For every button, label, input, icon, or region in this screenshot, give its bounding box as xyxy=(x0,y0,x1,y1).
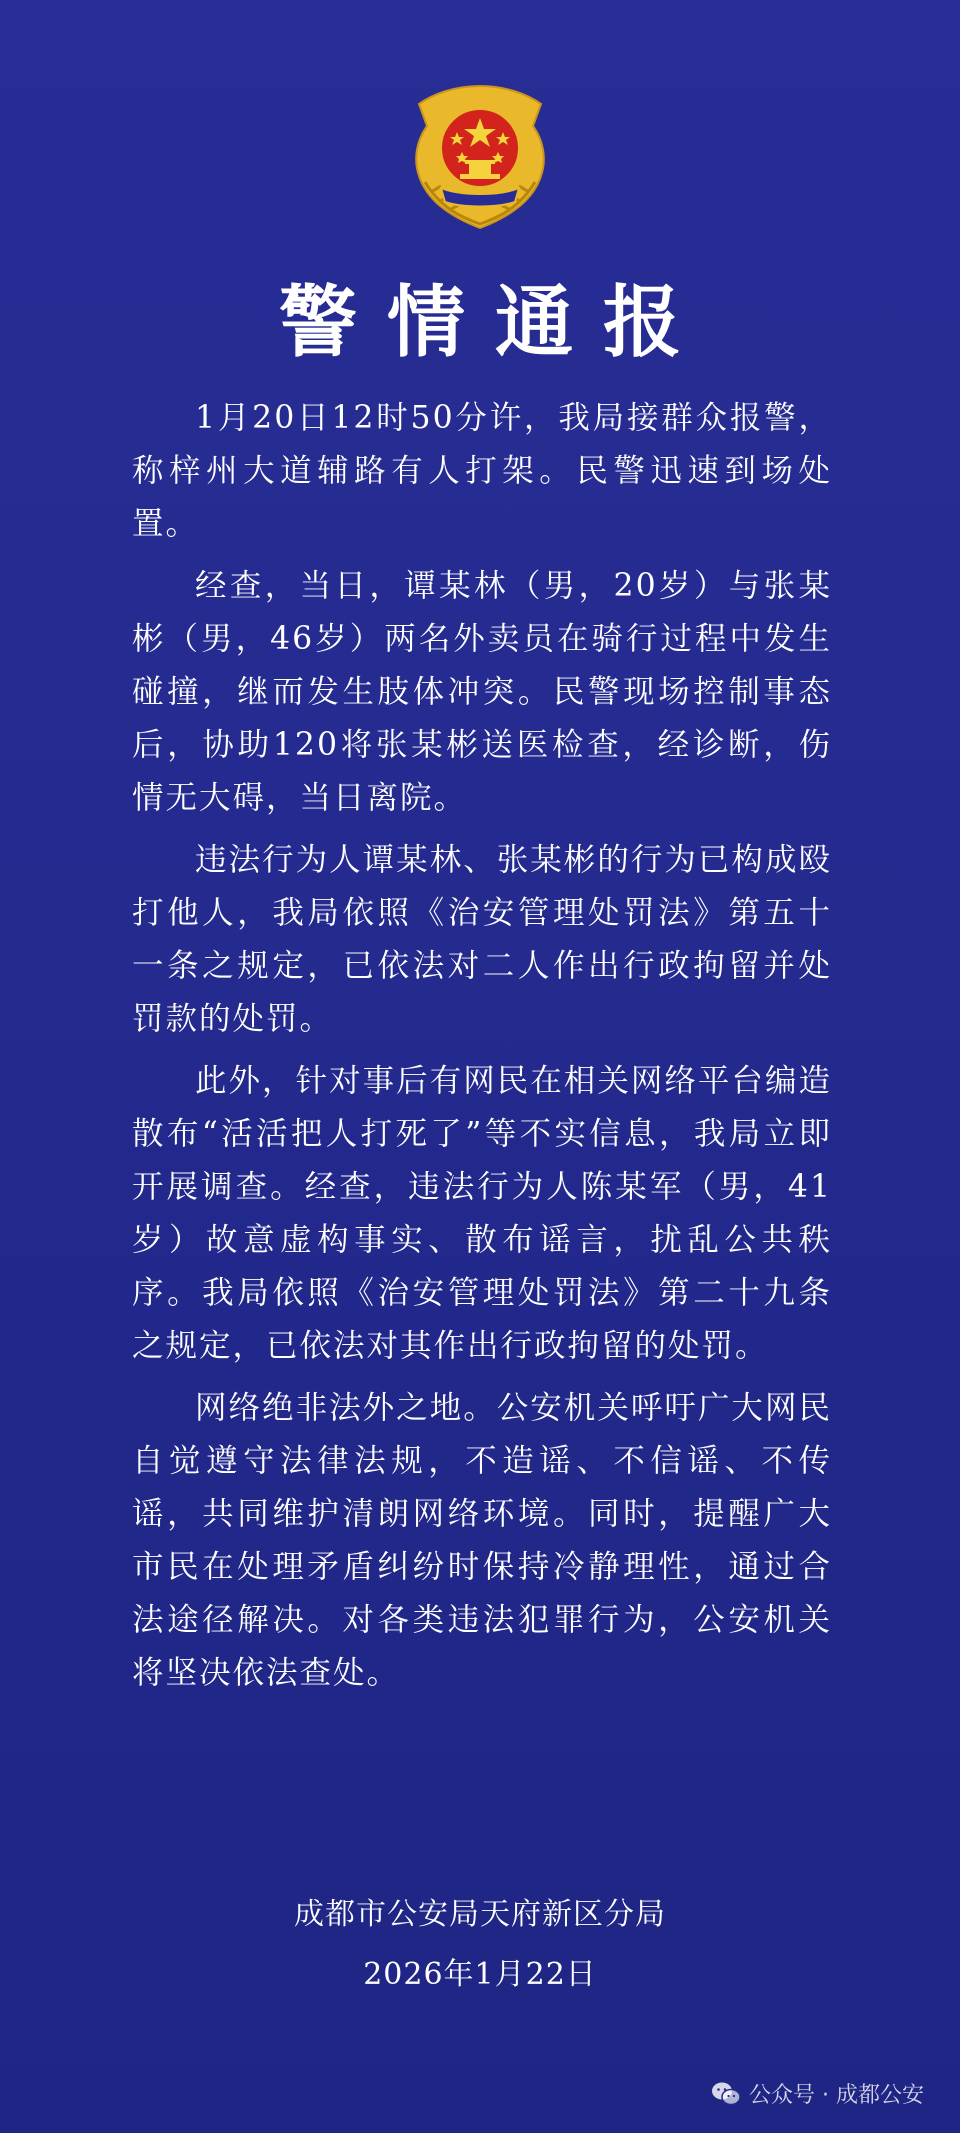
signature-date: 2026年1月22日 xyxy=(363,1957,597,1992)
paragraph: 1月20日12时50分许，我局接群众报警，称梓州大道辅路有人打架。民警迅速到场处置。 xyxy=(132,400,832,542)
paragraph: 违法行为人谭某林、张某彬的行为已构成殴打他人，我局依照《治安管理处罚法》第五十一条之规定，已依法对二人作出行政拘留并处罚款的处罚。 xyxy=(132,842,832,1037)
paragraph: 经查，当日，谭某林（男，20岁）与张某彬（男，46岁）两名外卖员在骑行过程中发生碰撞，继而发生肢体冲突。民警现场控制事态后，协助120将张某彬送医检查，经诊断，伤情无大碍，当日离院。 xyxy=(132,568,832,816)
notice-title: 警情通报 xyxy=(278,278,711,368)
watermark-text: 公众号 · 成都公安 xyxy=(749,2083,924,2108)
paragraph: 此外，针对事后有网民在相关网络平台编造散布“活活把人打死了”等不实信息，我局立即开展调查。经查，违法行为人陈某军（男，41岁）故意虚构事实、散布谣言，扰乱公共秩序。我局依照《治安管理处罚法》第二十九条之规定，已依法对其作出行政拘留的处罚。 xyxy=(132,1063,832,1364)
police-emblem-icon xyxy=(405,82,555,232)
account-watermark xyxy=(711,2078,924,2109)
wechat-icon xyxy=(711,2081,741,2107)
paragraph: 网络绝非法外之地。公安机关呼吁广大网民自觉遵守法律法规，不造谣、不信谣、不传谣，共同维护清朗网络环境。同时，提醒广大市民在处理矛盾纠纷时保持冷静理性，通过合法途径解决。对各类违法犯罪行为，公安机关将坚决依法查处。 xyxy=(132,1390,832,1691)
signature-organization: 成都市公安局天府新区分局 xyxy=(294,1897,666,1932)
notice-body xyxy=(132,392,832,1709)
